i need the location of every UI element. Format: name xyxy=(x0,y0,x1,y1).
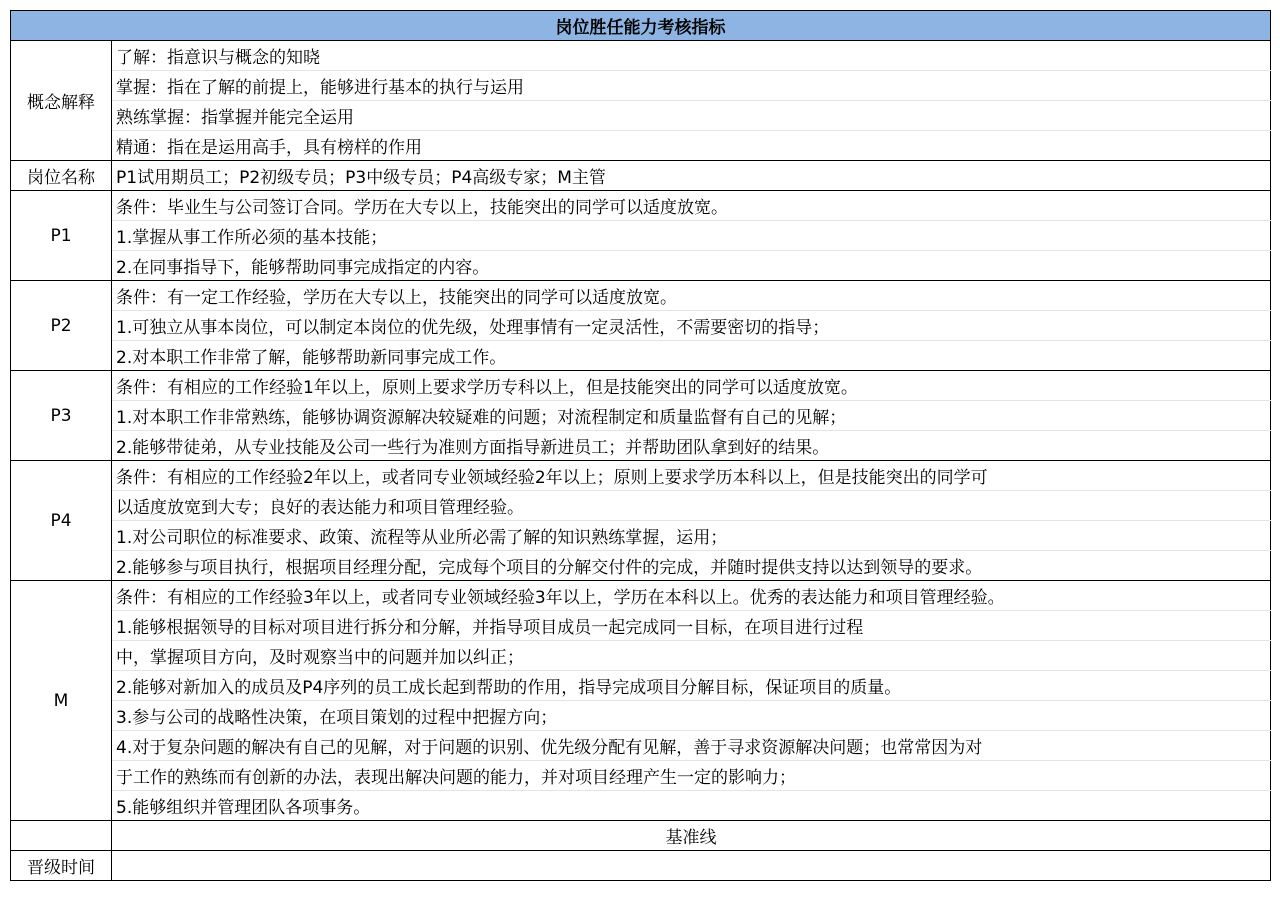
section-line-cell[interactable]: 以适度放宽到大专；良好的表达能力和项目管理经验。 xyxy=(112,491,1271,521)
section-row xyxy=(11,701,1271,731)
section-line-cell[interactable]: 1.对公司职位的标准要求、政策、流程等从业所必需了解的知识熟练掌握，运用； xyxy=(112,521,1271,551)
section-line-cell[interactable]: 4.对于复杂问题的解决有自己的见解，对于问题的识别、优先级分配有见解，善于寻求资源解决问题；也常常因为对 xyxy=(112,731,1271,761)
competency-table xyxy=(10,10,1271,881)
section-line-cell[interactable]: 1.对本职工作非常熟练，能够协调资源解决较疑难的问题；对流程制定和质量监督有自己的见解； xyxy=(112,401,1271,431)
section-line-cell[interactable]: 2.在同事指导下，能够帮助同事完成指定的内容。 xyxy=(112,251,1271,281)
section-row xyxy=(11,731,1271,761)
section-row xyxy=(11,671,1271,701)
section-label-cell[interactable]: P4 xyxy=(11,461,112,581)
section-label-cell[interactable]: M xyxy=(11,581,112,821)
section-line-cell[interactable]: 1.能够根据领导的目标对项目进行拆分和分解，并指导项目成员一起完成同一目标，在项目进行过程 xyxy=(112,611,1271,641)
section-row xyxy=(11,611,1271,641)
section-row xyxy=(11,371,1271,401)
section-row xyxy=(11,161,1271,191)
section-row xyxy=(11,461,1271,491)
section-row xyxy=(11,311,1271,341)
section-line-cell[interactable]: 条件：有相应的工作经验1年以上，原则上要求学历专科以上，但是技能突出的同学可以适度放宽。 xyxy=(112,371,1271,401)
section-row xyxy=(11,191,1271,221)
section-line-cell[interactable]: 熟练掌握：指掌握并能完全运用 xyxy=(112,101,1271,131)
promotion-row xyxy=(11,851,1271,881)
section-row xyxy=(11,761,1271,791)
section-line-cell[interactable]: P1试用期员工；P2初级专员；P3中级专员；P4高级专家；M主管 xyxy=(112,161,1271,191)
section-row xyxy=(11,551,1271,581)
section-row xyxy=(11,101,1271,131)
section-label-cell[interactable]: P3 xyxy=(11,371,112,461)
baseline-cell[interactable]: 基准线 xyxy=(112,821,1271,851)
section-line-cell[interactable]: 2.对本职工作非常了解，能够帮助新同事完成工作。 xyxy=(112,341,1271,371)
section-row xyxy=(11,41,1271,71)
section-line-cell[interactable]: 5.能够组织并管理团队各项事务。 xyxy=(112,791,1271,821)
baseline-empty-cell[interactable] xyxy=(11,821,112,851)
section-label-cell[interactable]: 岗位名称 xyxy=(11,161,112,191)
promotion-label-cell[interactable]: 晋级时间 xyxy=(11,851,112,881)
section-line-cell[interactable]: 掌握：指在了解的前提上，能够进行基本的执行与运用 xyxy=(112,71,1271,101)
section-row xyxy=(11,641,1271,671)
section-row xyxy=(11,71,1271,101)
section-line-cell[interactable]: 1.掌握从事工作所必须的基本技能； xyxy=(112,221,1271,251)
section-row xyxy=(11,251,1271,281)
section-line-cell[interactable]: 条件：有相应的工作经验2年以上，或者同专业领域经验2年以上；原则上要求学历本科以上，但是技能突出的同学可 xyxy=(112,461,1271,491)
section-line-cell[interactable]: 3.参与公司的战略性决策，在项目策划的过程中把握方向； xyxy=(112,701,1271,731)
section-line-cell[interactable]: 2.能够带徒弟，从专业技能及公司一些行为准则方面指导新进员工；并帮助团队拿到好的结果。 xyxy=(112,431,1271,461)
section-label-cell[interactable]: P1 xyxy=(11,191,112,281)
section-line-cell[interactable]: 2.能够参与项目执行，根据项目经理分配，完成每个项目的分解交付件的完成，并随时提供支持以达到领导的要求。 xyxy=(112,551,1271,581)
baseline-row xyxy=(11,821,1271,851)
promotion-value-cell[interactable] xyxy=(112,851,1271,881)
competency-sheet xyxy=(10,10,1271,881)
section-row xyxy=(11,401,1271,431)
section-row xyxy=(11,491,1271,521)
section-row xyxy=(11,221,1271,251)
section-line-cell[interactable]: 中，掌握项目方向，及时观察当中的问题并加以纠正； xyxy=(112,641,1271,671)
section-row xyxy=(11,521,1271,551)
sheet-title[interactable]: 岗位胜任能力考核指标 xyxy=(11,11,1271,41)
section-line-cell[interactable]: 条件：有相应的工作经验3年以上，或者同专业领域经验3年以上，学历在本科以上。优秀的表达能力和项目管理经验。 xyxy=(112,581,1271,611)
section-row xyxy=(11,791,1271,821)
section-row xyxy=(11,581,1271,611)
section-label-cell[interactable]: 概念解释 xyxy=(11,41,112,161)
section-line-cell[interactable]: 条件：毕业生与公司签订合同。学历在大专以上，技能突出的同学可以适度放宽。 xyxy=(112,191,1271,221)
section-line-cell[interactable]: 于工作的熟练而有创新的办法，表现出解决问题的能力，并对项目经理产生一定的影响力； xyxy=(112,761,1271,791)
section-row xyxy=(11,131,1271,161)
section-line-cell[interactable]: 1.可独立从事本岗位，可以制定本岗位的优先级，处理事情有一定灵活性，不需要密切的指导； xyxy=(112,311,1271,341)
section-line-cell[interactable]: 2.能够对新加入的成员及P4序列的员工成长起到帮助的作用，指导完成项目分解目标，保证项目的质量。 xyxy=(112,671,1271,701)
section-label-cell[interactable]: P2 xyxy=(11,281,112,371)
section-row xyxy=(11,281,1271,311)
section-row xyxy=(11,431,1271,461)
section-row xyxy=(11,341,1271,371)
section-line-cell[interactable]: 了解：指意识与概念的知晓 xyxy=(112,41,1271,71)
section-line-cell[interactable]: 条件：有一定工作经验，学历在大专以上，技能突出的同学可以适度放宽。 xyxy=(112,281,1271,311)
section-line-cell[interactable]: 精通：指在是运用高手，具有榜样的作用 xyxy=(112,131,1271,161)
